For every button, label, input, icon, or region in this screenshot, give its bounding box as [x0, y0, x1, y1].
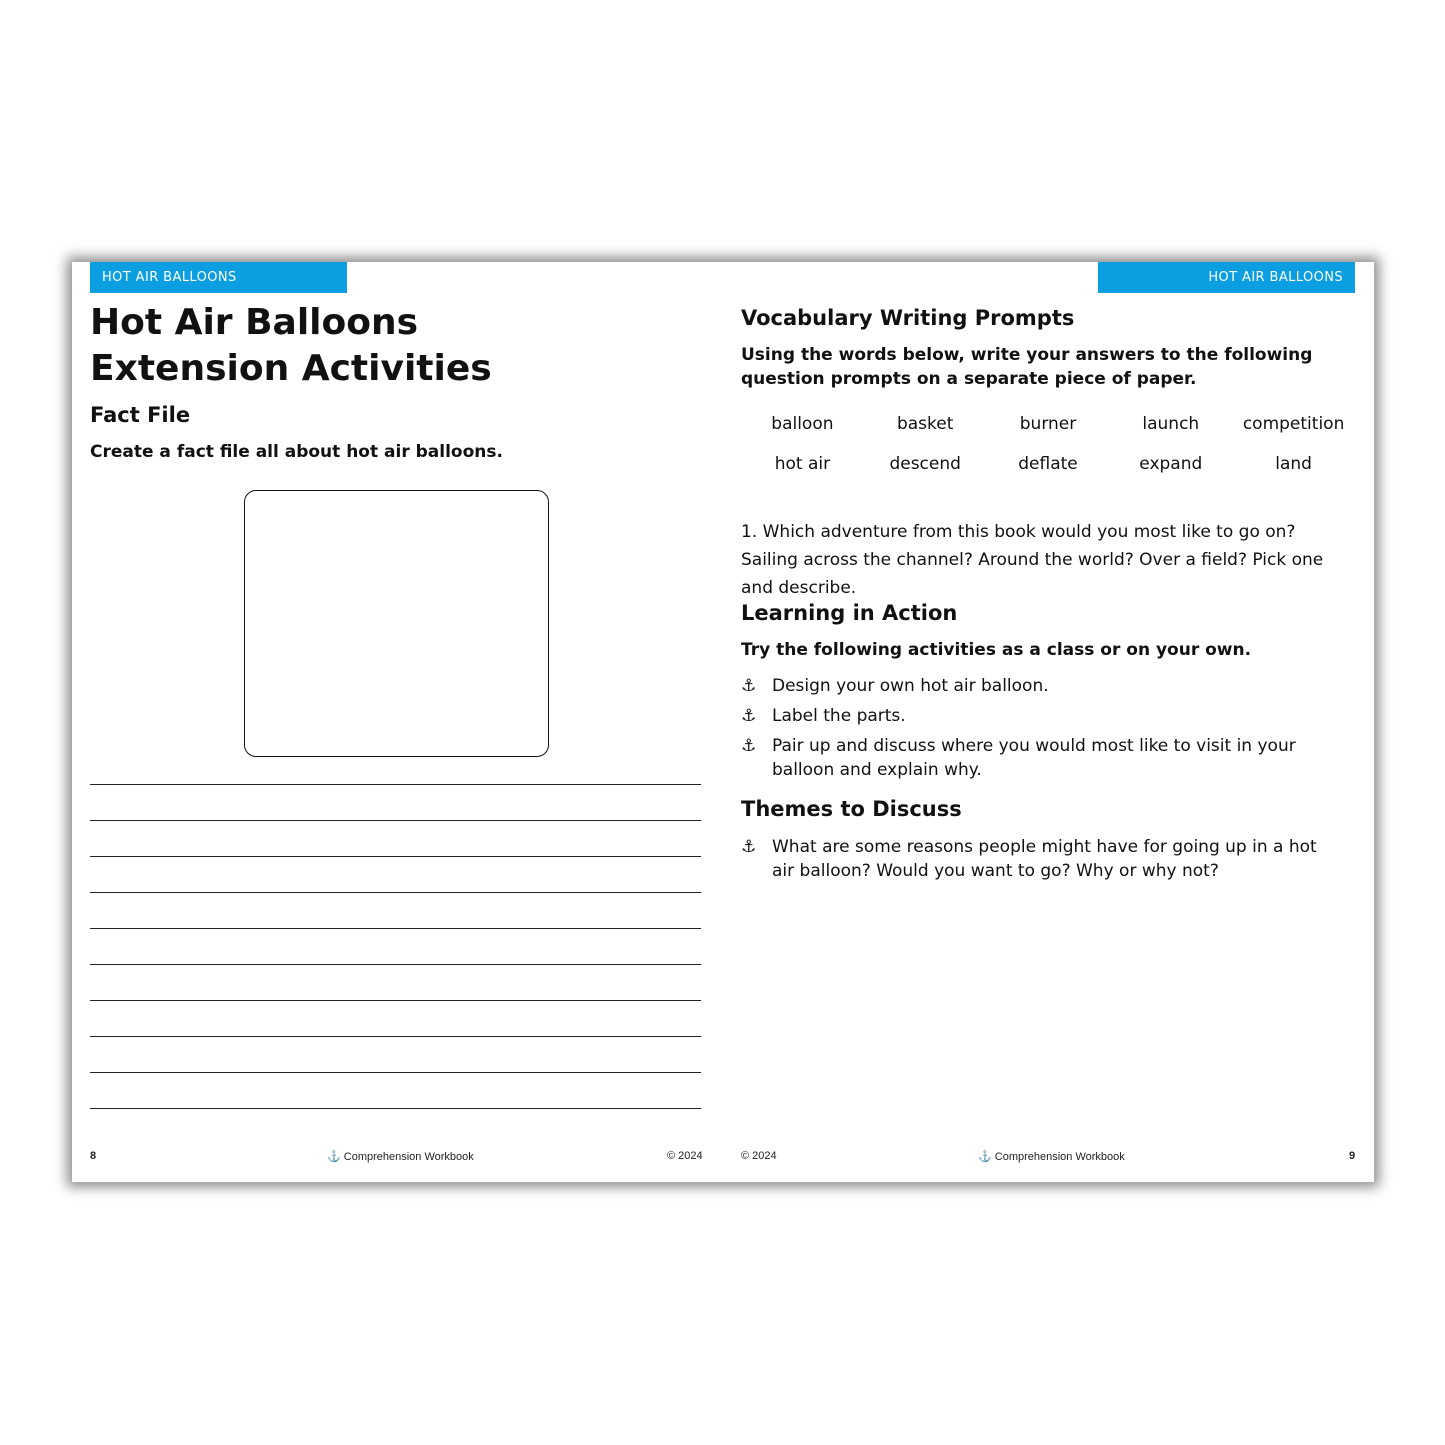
themes-heading: Themes to Discuss: [741, 797, 962, 821]
vocab-word: launch: [1142, 414, 1200, 434]
workbook-spread: [72, 262, 1374, 1182]
page-number-right: 9: [1349, 1150, 1356, 1162]
writing-line[interactable]: [90, 784, 701, 785]
list-item: [741, 674, 1341, 698]
vocab-word: deflate: [1018, 454, 1078, 474]
writing-line[interactable]: [90, 856, 701, 857]
vocab-word-grid: [741, 410, 1355, 478]
footer-book-title-right: ⚓ Comprehension Workbook: [978, 1151, 1125, 1163]
fact-file-heading: Fact File: [90, 403, 191, 427]
vocab-heading: Vocabulary Writing Prompts: [741, 306, 1075, 330]
anchor-icon: ⚓: [741, 676, 757, 696]
list-item-text: Design your own hot air balloon.: [772, 676, 1049, 696]
writing-line[interactable]: [90, 820, 701, 821]
vocab-word: land: [1275, 454, 1312, 474]
list-item-text: Pair up and discuss where you would most like to visit in your balloon and explain why.: [772, 736, 1296, 780]
vocab-word: expand: [1139, 454, 1203, 474]
page-title: [90, 300, 492, 392]
themes-list: [741, 835, 1341, 889]
section-tab-left: HOT AIR BALLOONS: [90, 262, 347, 293]
vocab-word: descend: [889, 454, 961, 474]
footer-copyright-right: © 2024: [741, 1150, 777, 1162]
page-number-left: 8: [90, 1150, 97, 1162]
left-page: [72, 262, 723, 1182]
writing-line[interactable]: [90, 928, 701, 929]
list-item: [741, 704, 1341, 728]
writing-prompt-1: 1. Which adventure from this book would you most like to go on? Sailing across the channel? Around the world? Over a field? Pick one and describe.: [741, 522, 1324, 598]
writing-line[interactable]: [90, 892, 701, 893]
writing-line[interactable]: [90, 1072, 701, 1073]
anchor-icon: ⚓: [741, 706, 757, 726]
footer-copyright-left: © 2024: [667, 1150, 703, 1162]
vocab-word: basket: [896, 414, 954, 434]
section-tab-right: HOT AIR BALLOONS: [1098, 262, 1355, 293]
page-title-line-1: Hot Air Balloons: [90, 302, 419, 343]
list-item-text: What are some reasons people might have for going up in a hot air balloon? Would you want to go? Why or why not?: [772, 837, 1317, 881]
list-item-text: Label the parts.: [772, 706, 906, 726]
learning-heading: Learning in Action: [741, 601, 958, 625]
page-title-line-2: Extension Activities: [90, 348, 492, 389]
right-page: [723, 262, 1374, 1182]
fact-file-instruction: Create a fact file all about hot air balloons.: [90, 442, 503, 462]
vocab-word: competition: [1242, 414, 1345, 434]
vocab-word: hot air: [774, 454, 831, 474]
vocab-word: burner: [1019, 414, 1077, 434]
list-item: [741, 734, 1341, 782]
writing-line[interactable]: [90, 1036, 701, 1037]
learning-instruction: Try the following activities as a class or on your own.: [741, 640, 1252, 660]
list-item: [741, 835, 1341, 883]
footer-book-title-left: ⚓ Comprehension Workbook: [327, 1151, 474, 1163]
anchor-icon: ⚓: [741, 837, 757, 857]
vocab-instruction: Using the words below, write your answers to the following question prompts on a separate piece of paper.: [741, 345, 1313, 389]
drawing-box[interactable]: [244, 490, 549, 757]
vocab-word: balloon: [771, 414, 834, 434]
writing-line[interactable]: [90, 1108, 701, 1109]
writing-line[interactable]: [90, 964, 701, 965]
learning-list: [741, 674, 1341, 788]
writing-line[interactable]: [90, 1000, 701, 1001]
anchor-icon: ⚓: [741, 736, 757, 756]
